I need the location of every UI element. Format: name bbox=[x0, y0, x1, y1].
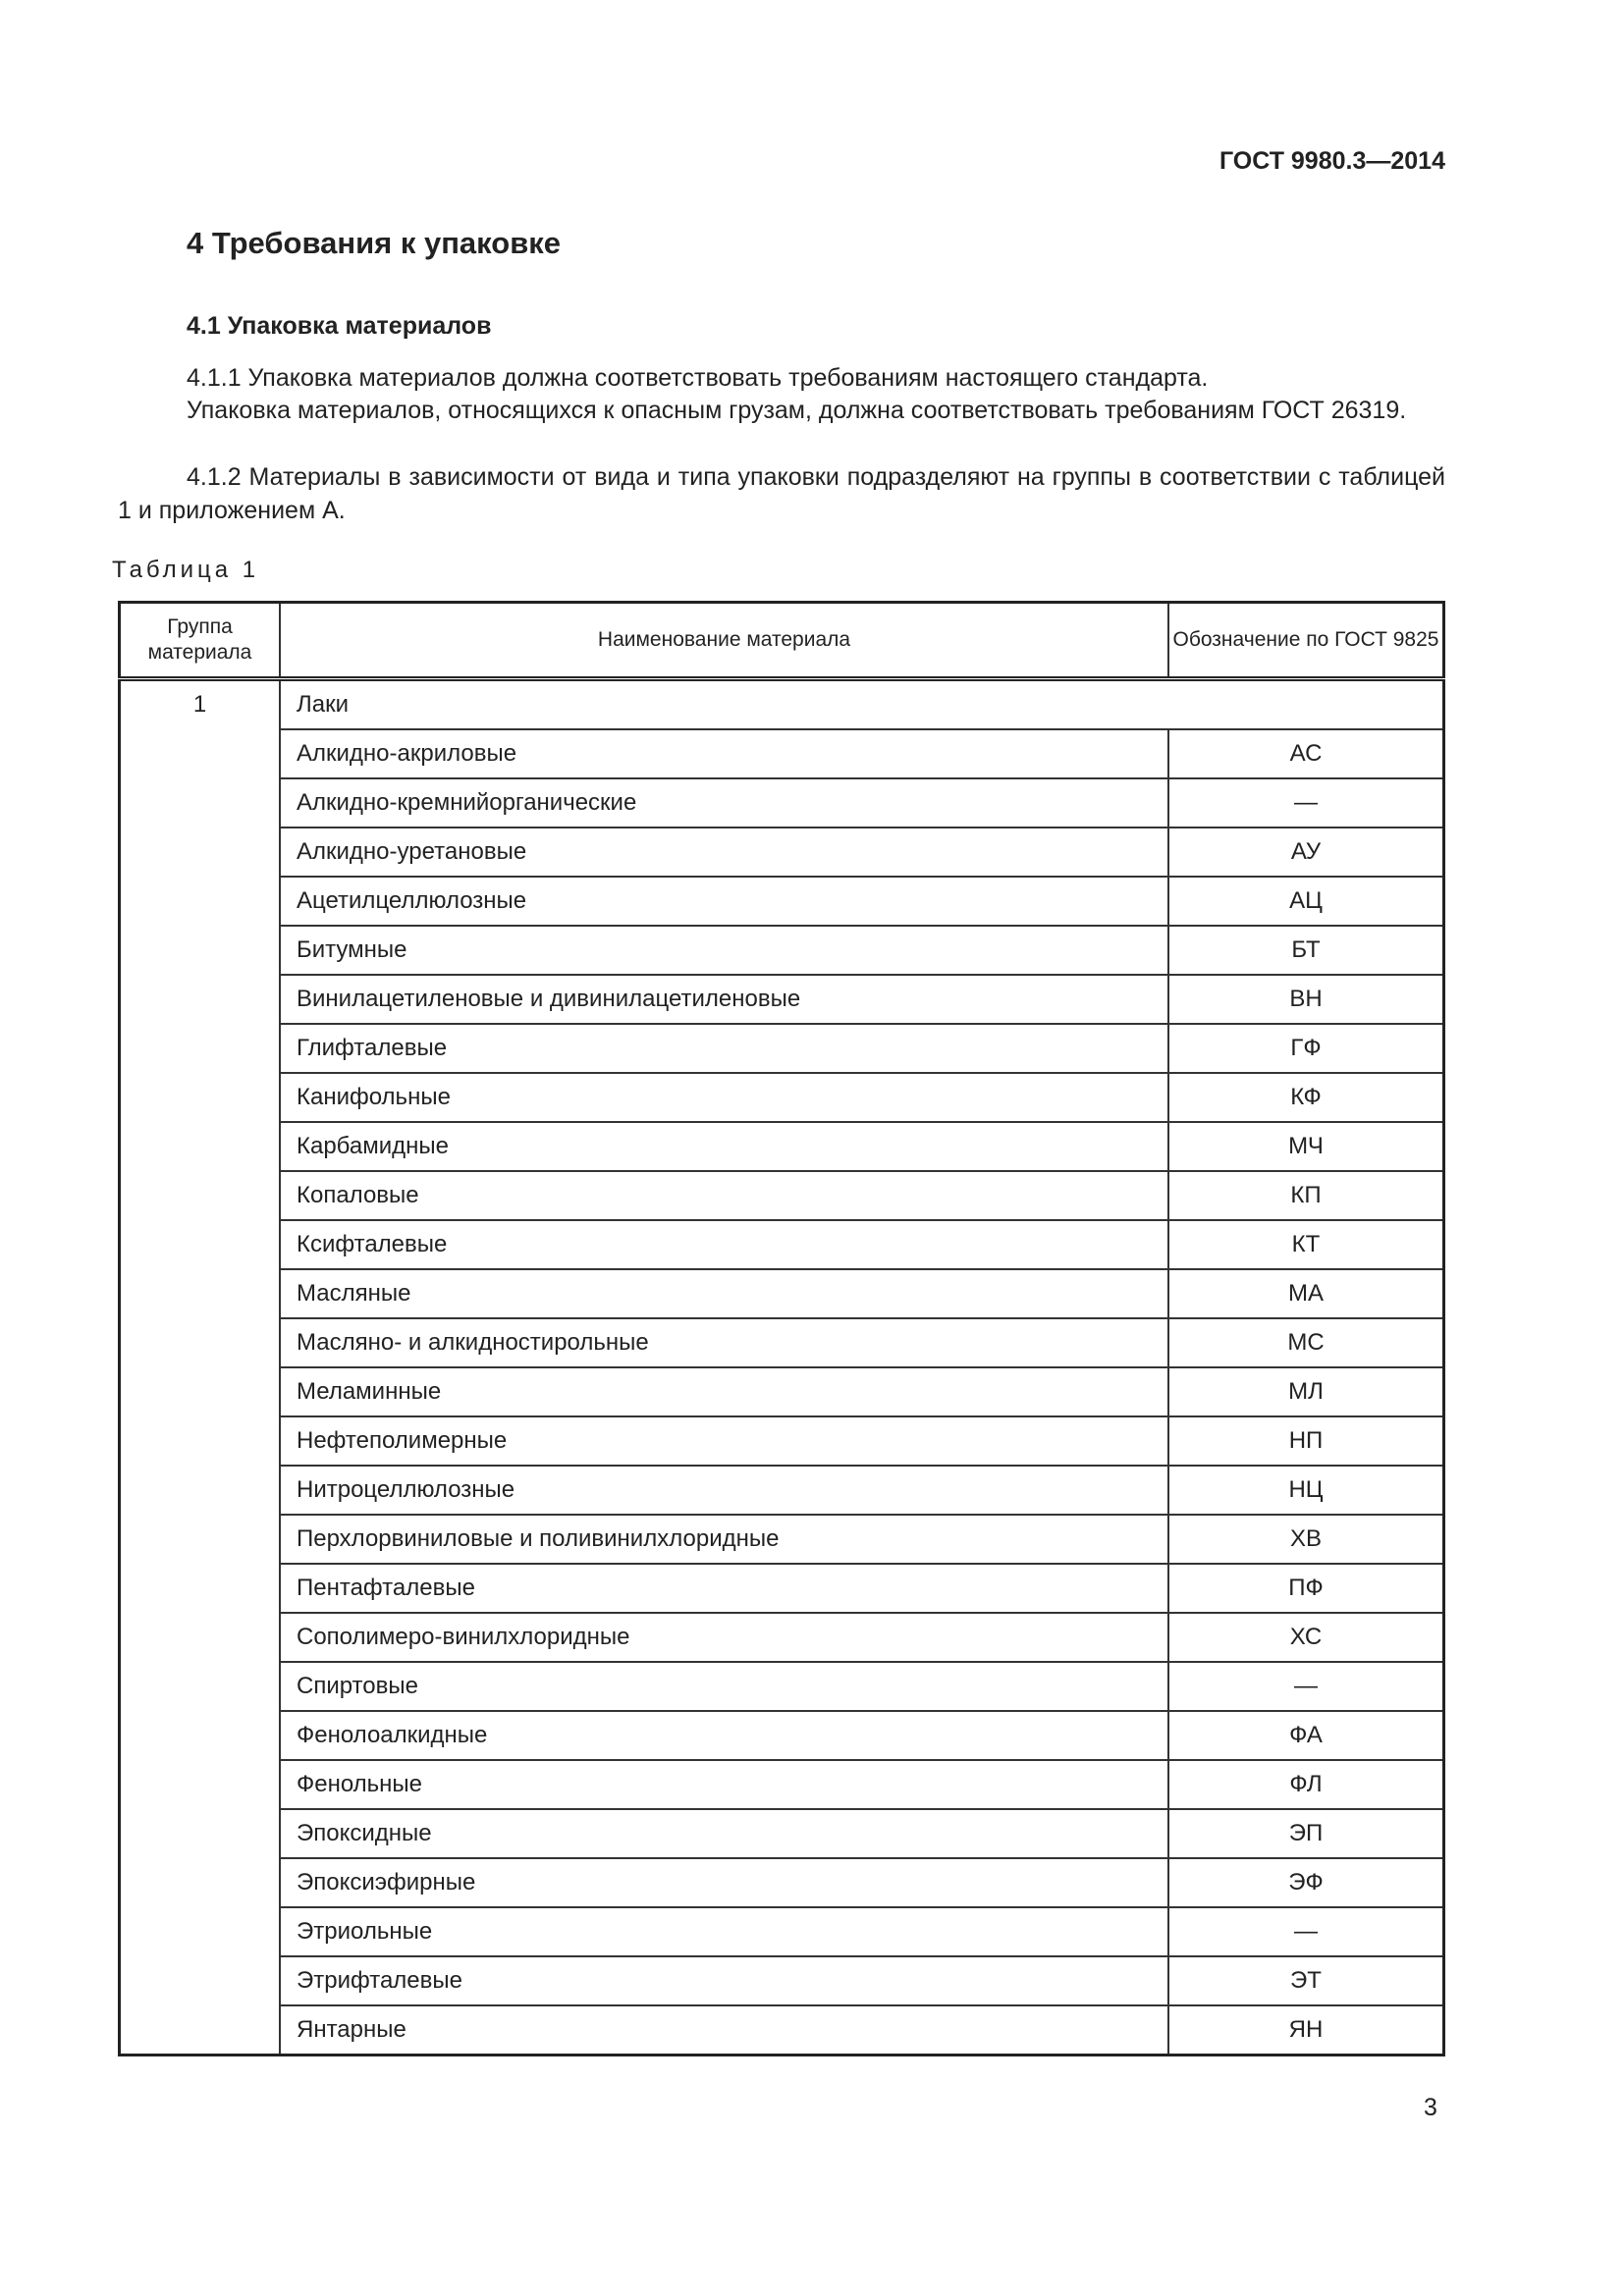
material-code: ФЛ bbox=[1168, 1760, 1444, 1809]
material-code: КФ bbox=[1168, 1073, 1444, 1122]
material-code: МЧ bbox=[1168, 1122, 1444, 1171]
material-code: НЦ bbox=[1168, 1466, 1444, 1515]
material-name: Сополимеро-винилхлоридные bbox=[280, 1613, 1168, 1662]
table-row bbox=[120, 1613, 1444, 1662]
paragraph-4-1-2: 4.1.2 Материалы в зависимости от вида и типа упаковки подразделяют на группы в соответствии с таблицей 1 и приложением А. bbox=[118, 463, 1445, 524]
material-code: — bbox=[1168, 1907, 1444, 1956]
material-name: Копаловые bbox=[280, 1171, 1168, 1220]
table-row bbox=[120, 1662, 1444, 1711]
table-row bbox=[120, 1073, 1444, 1122]
table-row bbox=[120, 1515, 1444, 1564]
table-row-group bbox=[120, 679, 1444, 730]
table-row bbox=[120, 1416, 1444, 1466]
table-row bbox=[120, 1858, 1444, 1907]
table-row bbox=[120, 729, 1444, 778]
material-code: ФА bbox=[1168, 1711, 1444, 1760]
material-name: Битумные bbox=[280, 926, 1168, 975]
material-code: ВН bbox=[1168, 975, 1444, 1024]
header-name: Наименование материала bbox=[280, 603, 1168, 679]
table-row bbox=[120, 975, 1444, 1024]
table-row bbox=[120, 1220, 1444, 1269]
table-row bbox=[120, 1171, 1444, 1220]
material-name: Этриольные bbox=[280, 1907, 1168, 1956]
material-name: Нитроцеллюлозные bbox=[280, 1466, 1168, 1515]
material-code: ЭФ bbox=[1168, 1858, 1444, 1907]
material-code: НП bbox=[1168, 1416, 1444, 1466]
paragraph-4-1-1: 4.1.1 Упаковка материалов должна соответствовать требованиям настоящего стандарта. bbox=[187, 364, 1209, 392]
material-name: Эпоксиэфирные bbox=[280, 1858, 1168, 1907]
material-name: Ксифталевые bbox=[280, 1220, 1168, 1269]
material-name: Карбамидные bbox=[280, 1122, 1168, 1171]
document-code: ГОСТ 9980.3—2014 bbox=[1218, 147, 1445, 175]
page-number: 3 bbox=[1424, 2094, 1437, 2121]
table-row bbox=[120, 1367, 1444, 1416]
material-name: Меламинные bbox=[280, 1367, 1168, 1416]
table-row bbox=[120, 1809, 1444, 1858]
header-code: Обозначение по ГОСТ 9825 bbox=[1168, 603, 1444, 679]
material-name: Спиртовые bbox=[280, 1662, 1168, 1711]
material-code: — bbox=[1168, 778, 1444, 828]
table-row bbox=[120, 1711, 1444, 1760]
material-name: Нефтеполимерные bbox=[280, 1416, 1168, 1466]
subsection-title: 4.1 Упаковка материалов bbox=[187, 312, 492, 340]
table-row bbox=[120, 2005, 1444, 2056]
table-header-row bbox=[120, 603, 1444, 679]
material-code: АЦ bbox=[1168, 877, 1444, 926]
table-row bbox=[120, 1956, 1444, 2005]
table-row bbox=[120, 1122, 1444, 1171]
table-row bbox=[120, 1564, 1444, 1613]
material-code: КТ bbox=[1168, 1220, 1444, 1269]
material-code: АУ bbox=[1168, 828, 1444, 877]
table-row bbox=[120, 1907, 1444, 1956]
paragraph-dangerous-goods: Упаковка материалов, относящихся к опасным грузам, должна соответствовать требованиям ГОСТ 26319. bbox=[187, 397, 1407, 424]
material-code: ХС bbox=[1168, 1613, 1444, 1662]
material-name: Глифталевые bbox=[280, 1024, 1168, 1073]
table-caption: Таблица 1 bbox=[112, 557, 260, 583]
material-code: МС bbox=[1168, 1318, 1444, 1367]
material-name: Канифольные bbox=[280, 1073, 1168, 1122]
material-code: ЭП bbox=[1168, 1809, 1444, 1858]
table-row bbox=[120, 1760, 1444, 1809]
table-row bbox=[120, 1318, 1444, 1367]
table-row bbox=[120, 1024, 1444, 1073]
header-group: Группа материала bbox=[120, 603, 281, 679]
material-name: Фенольные bbox=[280, 1760, 1168, 1809]
material-name: Ацетилцеллюлозные bbox=[280, 877, 1168, 926]
table-row bbox=[120, 877, 1444, 926]
table-row bbox=[120, 828, 1444, 877]
material-name: Алкидно-акриловые bbox=[280, 729, 1168, 778]
material-code: ЯН bbox=[1168, 2005, 1444, 2056]
material-name: Фенолоалкидные bbox=[280, 1711, 1168, 1760]
material-name: Эпоксидные bbox=[280, 1809, 1168, 1858]
material-code: ПФ bbox=[1168, 1564, 1444, 1613]
table-row bbox=[120, 1269, 1444, 1318]
table-row bbox=[120, 778, 1444, 828]
material-code: МЛ bbox=[1168, 1367, 1444, 1416]
material-name: Пентафталевые bbox=[280, 1564, 1168, 1613]
material-code: — bbox=[1168, 1662, 1444, 1711]
material-code: ЭТ bbox=[1168, 1956, 1444, 2005]
material-name: Этрифталевые bbox=[280, 1956, 1168, 2005]
material-name: Масляные bbox=[280, 1269, 1168, 1318]
material-code: КП bbox=[1168, 1171, 1444, 1220]
table-row bbox=[120, 1466, 1444, 1515]
materials-table bbox=[118, 601, 1445, 2056]
material-code: ХВ bbox=[1168, 1515, 1444, 1564]
material-name: Алкидно-кремнийорганические bbox=[280, 778, 1168, 828]
table-row bbox=[120, 926, 1444, 975]
material-name: Алкидно-уретановые bbox=[280, 828, 1168, 877]
material-name: Янтарные bbox=[280, 2005, 1168, 2056]
material-code: ГФ bbox=[1168, 1024, 1444, 1073]
material-name: Перхлорвиниловые и поливинилхлоридные bbox=[280, 1515, 1168, 1564]
material-name: Масляно- и алкидностирольные bbox=[280, 1318, 1168, 1367]
material-code: БТ bbox=[1168, 926, 1444, 975]
material-code: АС bbox=[1168, 729, 1444, 778]
group-title: Лаки bbox=[280, 679, 1444, 730]
material-code: МА bbox=[1168, 1269, 1444, 1318]
section-title: 4 Требования к упаковке bbox=[187, 226, 562, 260]
material-name: Винилацетиленовые и дивинилацетиленовые bbox=[280, 975, 1168, 1024]
group-number: 1 bbox=[120, 679, 281, 2056]
